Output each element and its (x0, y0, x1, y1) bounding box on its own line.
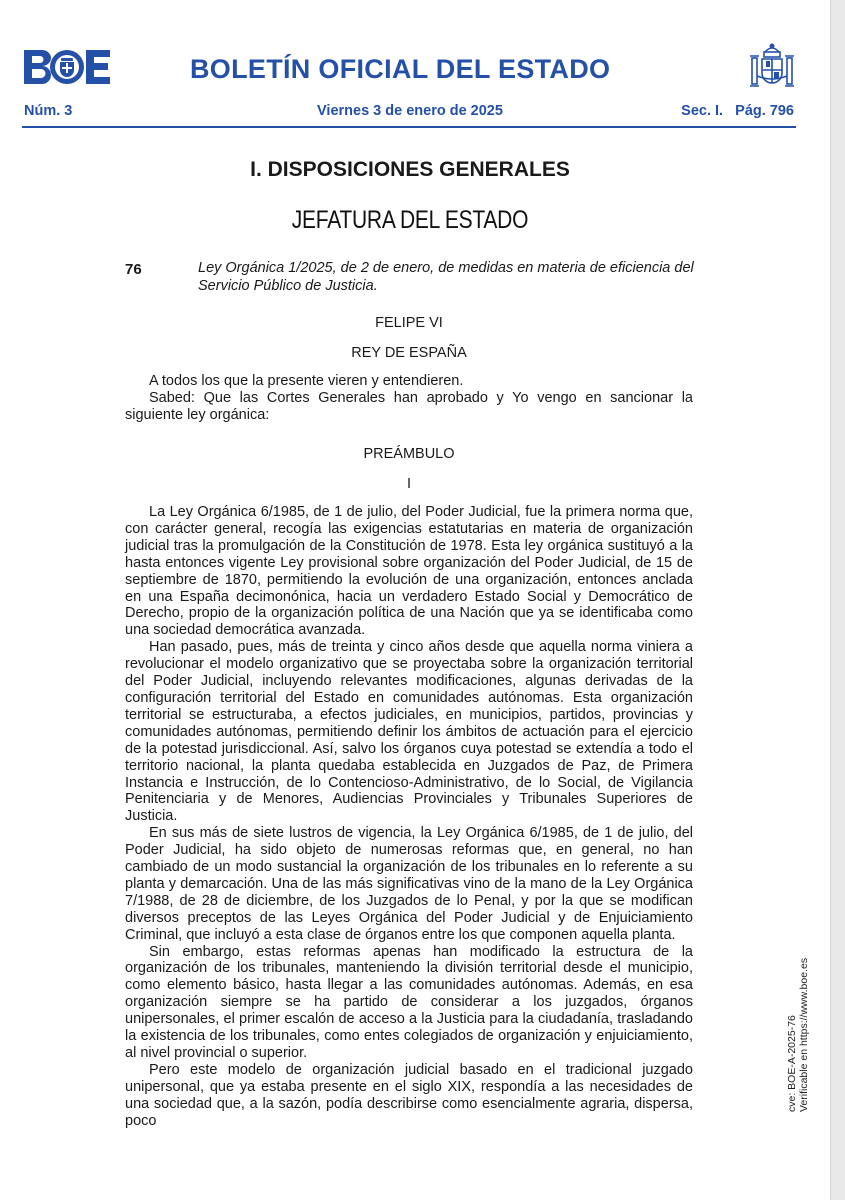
issue-date: Viernes 3 de enero de 2025 (317, 103, 503, 119)
king-name: FELIPE VI (375, 315, 443, 331)
spain-coat-of-arms-icon (748, 40, 796, 92)
intro-line: A todos los que la presente vieren y entendieren. (149, 373, 464, 389)
paragraph: Pero este modelo de organización judicial basado en el tradicional juzgado unipersonal, que ya estaba presente en el siglo XIX, respondía a las necesidades de una sociedad que, a la sazón, podía describirse como esencialmente agraria, dispersa, poco (125, 1061, 693, 1129)
paragraph: En sus más de siete lustros de vigencia, la Ley Orgánica 6/1985, de 1 de julio, del Poder Judicial, ha sido objeto de numerosas reformas que, en general, no han cambiado de un modo sustancial la organización de los tribunales en lo referente a su planta y demarcación. Una de las más significativas vino de la mano de la Ley Orgánica 7/1988, de 28 de diciembre, de los Juzgados de lo Penal, y por la que se modifican diversos preceptos de las Leyes Orgánica del Poder Judicial y de Enjuiciamiento Criminal, que incluyó a esta clase de órganos entre los que componen aquella planta. (125, 825, 693, 943)
king-role: REY DE ESPAÑA (351, 345, 467, 361)
cve-code: cve: BOE-A-2025-76 (786, 1015, 798, 1112)
verification-link[interactable]: Verificable en https://www.boe.es (798, 957, 810, 1112)
paragraph: Han pasado, pues, más de treinta y cinco años desde que aquella norma viniera a revolucionar el modelo organizativo que se proyectaba sobre la organización territorial del Poder Judicial, incluyendo relevantes modificaciones, algunas derivadas de la configuración territorial del Estado en comunidades autónomas. Esta organización territorial se estructuraba, a efectos judiciales, en municipios, partidos, provincias y comunidades autónomas, permitiendo definir los ámbitos de actuación para el ejercicio de la potestad jurisdiccional. Así, salvo los órganos cuya potestad se extendía a todo el territorio nacional, la planta quedaba establecida en Juzgados de Paz, de Primera Instancia e Instrucción, de lo Contencioso-Administrativo, de lo Social, de Vigilancia Penitenciaria y de Menores, Audiencias Provinciales y Tribunales Superiores de Justicia. (125, 639, 693, 825)
page-edge (830, 0, 845, 1200)
preamble-part-number: I (406, 476, 412, 492)
verification-note (786, 958, 810, 1112)
section-page: Sec. I. Pág. 796 (681, 103, 794, 119)
organization-title: JEFATURA DEL ESTADO (291, 206, 529, 234)
document-title: Ley Orgánica 1/2025, de 2 de enero, de medidas en materia de eficiencia del Servicio Público de Justicia. (198, 260, 694, 294)
section-title: I. DISPOSICIONES GENERALES (250, 158, 570, 181)
document-number: 76 (125, 261, 142, 278)
gazette-title: BOLETÍN OFICIAL DEL ESTADO (190, 54, 611, 84)
intro-line: Sabed: Que las Cortes Generales han aprobado y Yo vengo en sancionar la siguiente ley orgánica: (125, 390, 693, 423)
boe-logo-icon (22, 48, 112, 86)
preamble-heading: PREÁMBULO (363, 446, 455, 462)
header-rule (22, 126, 796, 128)
preamble-body (125, 504, 693, 1130)
promulgation-intro (125, 373, 693, 424)
paragraph: Sin embargo, estas reformas apenas han modificado la estructura de la organización de los tribunales, manteniendo la división territorial desde el municipio, como elemento básico, hasta llegar a las comunidades autónomas. Además, en esa organización siempre se ha partido de considerar a los juzgados, órganos unipersonales, el primer escalón de acceso a la Justicia para la ciudadanía, trasladando la existencia de los tribunales, como entes colegiados de organización y enjuiciamiento, al nivel provincial o superior. (125, 943, 693, 1061)
issue-number: Núm. 3 (24, 103, 73, 119)
paragraph: La Ley Orgánica 6/1985, de 1 de julio, del Poder Judicial, fue la primera norma que, con carácter general, recogía las exigencias estatutarias en materia de organización judicial tras la promulgación de la Constitución de 1978. Esta ley orgánica sustituyó a la hasta entonces vigente Ley provisional sobre organización del Poder Judicial, de 15 de septiembre de 1870, permitiendo la evolución de una organización, entonces anclada en una España decimonónica, hacia un verdadero Estado Social y Democrático de Derecho, propio de la organización política de una Nación que ya se identificaba como una sociedad democrática avanzada. (125, 504, 693, 639)
